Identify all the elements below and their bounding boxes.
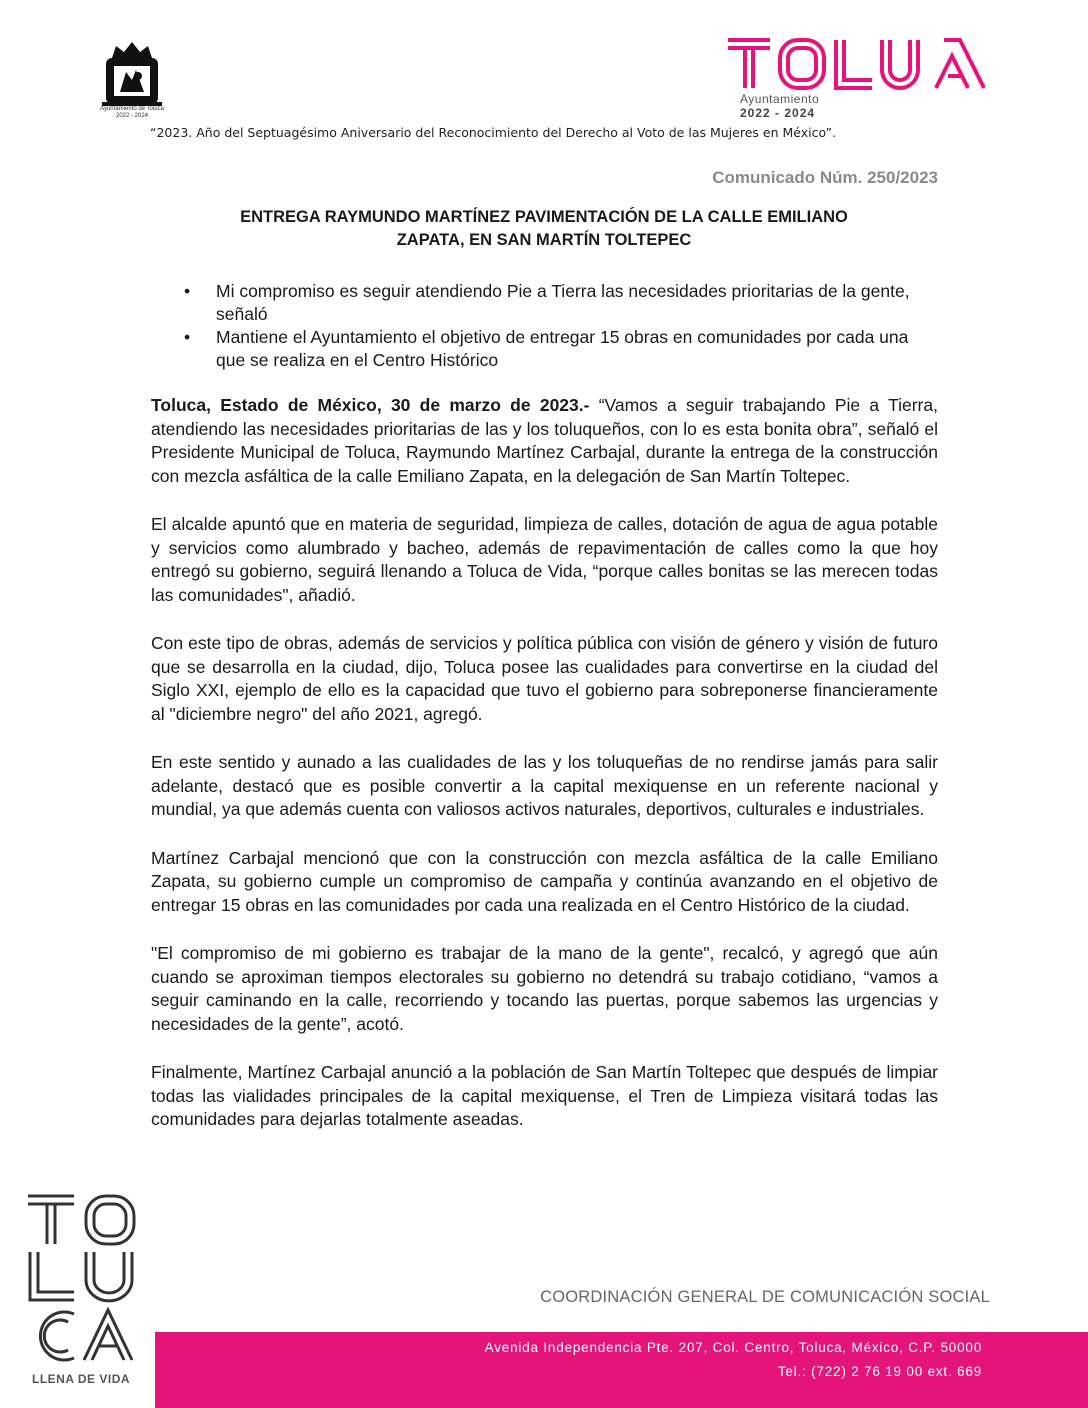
address: Avenida Independencia Pte. 207, Col. Centro, Toluca, México, C.P. 50000 bbox=[484, 1340, 982, 1355]
bullet-item: • Mantiene el Ayuntamiento el objetivo de entregar 15 obras en comunidades por cada una que se realiza en el Centro Histórico bbox=[184, 327, 909, 370]
paragraph: En este sentido y aunado a las cualidades de las y los toluqueñas de no rendirse jamás para salir adelante, destacó que es posible convertir a la capital mexiquense en un referente nacional y mundial, ya que además cuenta con valiosos activos naturales, deportivos, culturales e industriales. bbox=[151, 752, 938, 819]
paragraph: "El compromiso de mi gobierno es trabajar de la mano de la gente", recalcó, y agregó que aún cuando se aproximan tiempos electorales su gobierno no detendrá su trabajo cotidiano, “vamos a seguir caminando en la calle, recorriendo y tocando las puertas, porque sabemos las urgencias y necesidades de la gente”, acotó. bbox=[151, 943, 938, 1034]
summary-bullets bbox=[180, 280, 940, 372]
seal-caption: Ayuntamiento de Toluca 2022 - 2024 bbox=[100, 106, 164, 119]
release-number: Comunicado Núm. 250/2023 bbox=[712, 168, 938, 187]
phone: Tel.: (722) 2 76 19 00 ext. 669 bbox=[777, 1364, 982, 1379]
year-motto: “2023. Año del Septuagésimo Aniversario del Reconocimiento del Derecho al Voto de las Mujeres en México”. bbox=[150, 125, 837, 140]
toluca-brand-logo bbox=[726, 36, 986, 92]
paragraph: El alcalde apuntó que en materia de seguridad, limpieza de calles, dotación de agua de agua potable y servicios como alumbrado y bacheo, además de repavimentación de calles como la que hoy entregó su gobierno, seguirá llenando a Toluca de Vida, “porque calles bonitas se las merecen todas las comunidades", añadió. bbox=[151, 514, 938, 605]
paragraph: Martínez Carbajal mencionó que con la construcción con mezcla asfáltica de la calle Emiliano Zapata, su gobierno cumple un compromiso de campaña y continúa avanzando en el objetivo de entregar 15 obras en las comunidades por cada una realizada en el Centro Histórico de la ciudad. bbox=[151, 847, 938, 915]
slogan-label: LLENA DE VIDA bbox=[32, 1372, 131, 1386]
brand-subtitle: Ayuntamiento bbox=[740, 92, 820, 106]
paragraph: Finalmente, Martínez Carbajal anunció a la población de San Martín Toltepec que después de limpiar todas las vialidades principales de la capital mexiquense, el Tren de Limpieza visitará todas las comunidades para dejarlas totalmente aseadas. bbox=[151, 1062, 938, 1129]
brand-years: 2022 - 2024 bbox=[740, 106, 816, 120]
bullet-item: • Mi compromiso es seguir atendiendo Pie a Tierra las necesidades prioritarias de la gente, señaló bbox=[184, 281, 910, 324]
paragraph: Toluca, Estado de México, 30 de marzo de 2023.- “Vamos a seguir trabajando Pie a Tierra, atendiendo las necesidades prioritarias de las y los toluqueños, con lo es esta bonita obra”, señaló el Presidente Municipal de Toluca, Raymundo Martínez Carbajal, durante la entrega de la construcción con mezcla asfáltica de la calle Emiliano Zapata, en la delegación de San Martín Toltepec. bbox=[151, 395, 938, 486]
paragraph: Con este tipo de obras, además de servicios y política pública con visión de género y visión de futuro que se desarrolla en la ciudad, dijo, Toluca posee las cualidades para convertirse en la ciudad del Siglo XXI, ejemplo de ello es la capacidad que tuvo el gobierno para sobreponerse financieramente al "diciembre negro" del año 2021, agregó. bbox=[151, 633, 938, 724]
vertical-toluca-logo bbox=[24, 1190, 144, 1370]
dateline: Toluca, Estado de México, 30 de marzo de 2023.- bbox=[151, 395, 590, 415]
headline: ENTREGA RAYMUNDO MARTÍNEZ PAVIMENTACIÓN DE LA CALLE EMILIANO ZAPATA, EN SAN MARTÍN TOLTEPEC bbox=[240, 208, 848, 249]
article-body bbox=[151, 394, 938, 1157]
department-name: COORDINACIÓN GENERAL DE COMUNICACIÓN SOCIAL bbox=[540, 1288, 990, 1306]
